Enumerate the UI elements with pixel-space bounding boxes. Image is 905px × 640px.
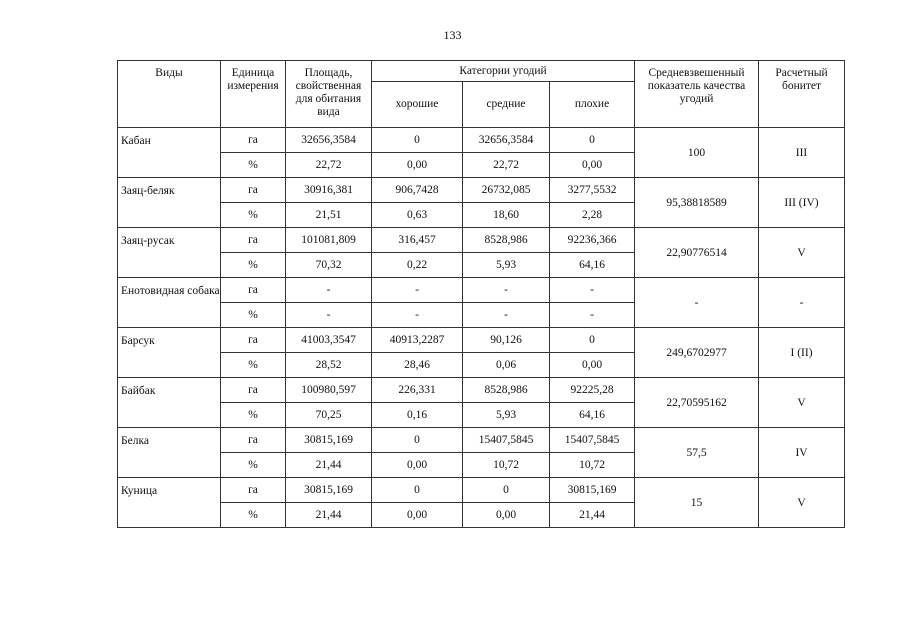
unit-cell: %: [221, 353, 286, 378]
medium-cell: 0: [463, 478, 550, 503]
quality-cell: 249,6702977: [635, 328, 759, 378]
bad-cell: 10,72: [550, 453, 635, 478]
medium-cell: 5,93: [463, 253, 550, 278]
bonitet-cell: -: [759, 278, 845, 328]
medium-cell: -: [463, 303, 550, 328]
medium-cell: 22,72: [463, 153, 550, 178]
species-name: Енотовидная собака: [118, 278, 221, 328]
good-cell: 0,63: [372, 203, 463, 228]
habitat-quality-table: [117, 60, 845, 528]
good-cell: 0,00: [372, 453, 463, 478]
area-cell: 22,72: [286, 153, 372, 178]
header-good: хорошие: [372, 82, 463, 128]
unit-cell: %: [221, 253, 286, 278]
bad-cell: 64,16: [550, 403, 635, 428]
bad-cell: 15407,5845: [550, 428, 635, 453]
bonitet-cell: III: [759, 128, 845, 178]
quality-cell: 22,90776514: [635, 228, 759, 278]
medium-cell: 0,06: [463, 353, 550, 378]
header-categories: Категории угодий: [372, 61, 635, 82]
unit-cell: га: [221, 178, 286, 203]
area-cell: 30815,169: [286, 428, 372, 453]
medium-cell: 18,60: [463, 203, 550, 228]
area-cell: 28,52: [286, 353, 372, 378]
area-cell: 32656,3584: [286, 128, 372, 153]
bad-cell: 0: [550, 128, 635, 153]
table-row: [118, 328, 845, 353]
unit-cell: га: [221, 428, 286, 453]
bad-cell: 64,16: [550, 253, 635, 278]
area-cell: 101081,809: [286, 228, 372, 253]
unit-cell: %: [221, 503, 286, 528]
area-cell: -: [286, 303, 372, 328]
unit-cell: га: [221, 478, 286, 503]
good-cell: 316,457: [372, 228, 463, 253]
quality-cell: 57,5: [635, 428, 759, 478]
header-species: Виды: [118, 61, 221, 128]
quality-cell: -: [635, 278, 759, 328]
good-cell: 0,22: [372, 253, 463, 278]
good-cell: -: [372, 278, 463, 303]
header-row-1: [118, 61, 845, 82]
area-cell: 30916,381: [286, 178, 372, 203]
area-cell: 21,44: [286, 503, 372, 528]
unit-cell: %: [221, 453, 286, 478]
bonitet-cell: V: [759, 378, 845, 428]
bonitet-cell: V: [759, 228, 845, 278]
unit-cell: %: [221, 153, 286, 178]
header-bonitet: Расчетный бонитет: [759, 61, 845, 128]
medium-cell: 26732,085: [463, 178, 550, 203]
species-name: Заяц-русак: [118, 228, 221, 278]
area-cell: 100980,597: [286, 378, 372, 403]
species-name: Белка: [118, 428, 221, 478]
unit-cell: га: [221, 328, 286, 353]
area-cell: 70,32: [286, 253, 372, 278]
bad-cell: 30815,169: [550, 478, 635, 503]
good-cell: 906,7428: [372, 178, 463, 203]
bonitet-cell: III (IV): [759, 178, 845, 228]
quality-cell: 22,70595162: [635, 378, 759, 428]
unit-cell: га: [221, 278, 286, 303]
header-area: Площадь, свойственная для обитания вида: [286, 61, 372, 128]
area-cell: -: [286, 278, 372, 303]
bad-cell: 0,00: [550, 353, 635, 378]
unit-cell: га: [221, 228, 286, 253]
species-name: Заяц-беляк: [118, 178, 221, 228]
header-bad: плохие: [550, 82, 635, 128]
unit-cell: %: [221, 403, 286, 428]
bonitet-cell: I (II): [759, 328, 845, 378]
medium-cell: 5,93: [463, 403, 550, 428]
good-cell: 0: [372, 478, 463, 503]
quality-cell: 15: [635, 478, 759, 528]
unit-cell: %: [221, 203, 286, 228]
species-name: Байбак: [118, 378, 221, 428]
table-row: [118, 228, 845, 253]
table-row: [118, 428, 845, 453]
quality-cell: 100: [635, 128, 759, 178]
bad-cell: 0,00: [550, 153, 635, 178]
species-name: Куница: [118, 478, 221, 528]
good-cell: 0,00: [372, 153, 463, 178]
header-quality: Средневзвешенный показатель качества угодий: [635, 61, 759, 128]
good-cell: 0: [372, 428, 463, 453]
area-cell: 70,25: [286, 403, 372, 428]
medium-cell: 0,00: [463, 503, 550, 528]
area-cell: 30815,169: [286, 478, 372, 503]
good-cell: 40913,2287: [372, 328, 463, 353]
medium-cell: 90,126: [463, 328, 550, 353]
area-cell: 21,51: [286, 203, 372, 228]
bonitet-cell: V: [759, 478, 845, 528]
page-number: 133: [443, 28, 462, 42]
header-unit: Единица измерения: [221, 61, 286, 128]
unit-cell: %: [221, 303, 286, 328]
medium-cell: 10,72: [463, 453, 550, 478]
medium-cell: -: [463, 278, 550, 303]
good-cell: 0: [372, 128, 463, 153]
good-cell: 0,00: [372, 503, 463, 528]
bad-cell: 21,44: [550, 503, 635, 528]
table-body: [118, 128, 845, 528]
area-cell: 21,44: [286, 453, 372, 478]
medium-cell: 8528,986: [463, 228, 550, 253]
unit-cell: га: [221, 378, 286, 403]
bad-cell: 92236,366: [550, 228, 635, 253]
area-cell: 41003,3547: [286, 328, 372, 353]
medium-cell: 8528,986: [463, 378, 550, 403]
good-cell: 226,331: [372, 378, 463, 403]
table-row: [118, 178, 845, 203]
medium-cell: 32656,3584: [463, 128, 550, 153]
bad-cell: 0: [550, 328, 635, 353]
table-row: [118, 378, 845, 403]
quality-cell: 95,38818589: [635, 178, 759, 228]
bad-cell: -: [550, 303, 635, 328]
table-row: [118, 478, 845, 503]
table-row: [118, 278, 845, 303]
table-row: [118, 128, 845, 153]
species-name: Кабан: [118, 128, 221, 178]
medium-cell: 15407,5845: [463, 428, 550, 453]
bad-cell: 3277,5532: [550, 178, 635, 203]
bad-cell: 2,28: [550, 203, 635, 228]
unit-cell: га: [221, 128, 286, 153]
header-medium: средние: [463, 82, 550, 128]
bad-cell: 92225,28: [550, 378, 635, 403]
good-cell: 28,46: [372, 353, 463, 378]
bonitet-cell: IV: [759, 428, 845, 478]
good-cell: -: [372, 303, 463, 328]
bad-cell: -: [550, 278, 635, 303]
species-name: Барсук: [118, 328, 221, 378]
good-cell: 0,16: [372, 403, 463, 428]
